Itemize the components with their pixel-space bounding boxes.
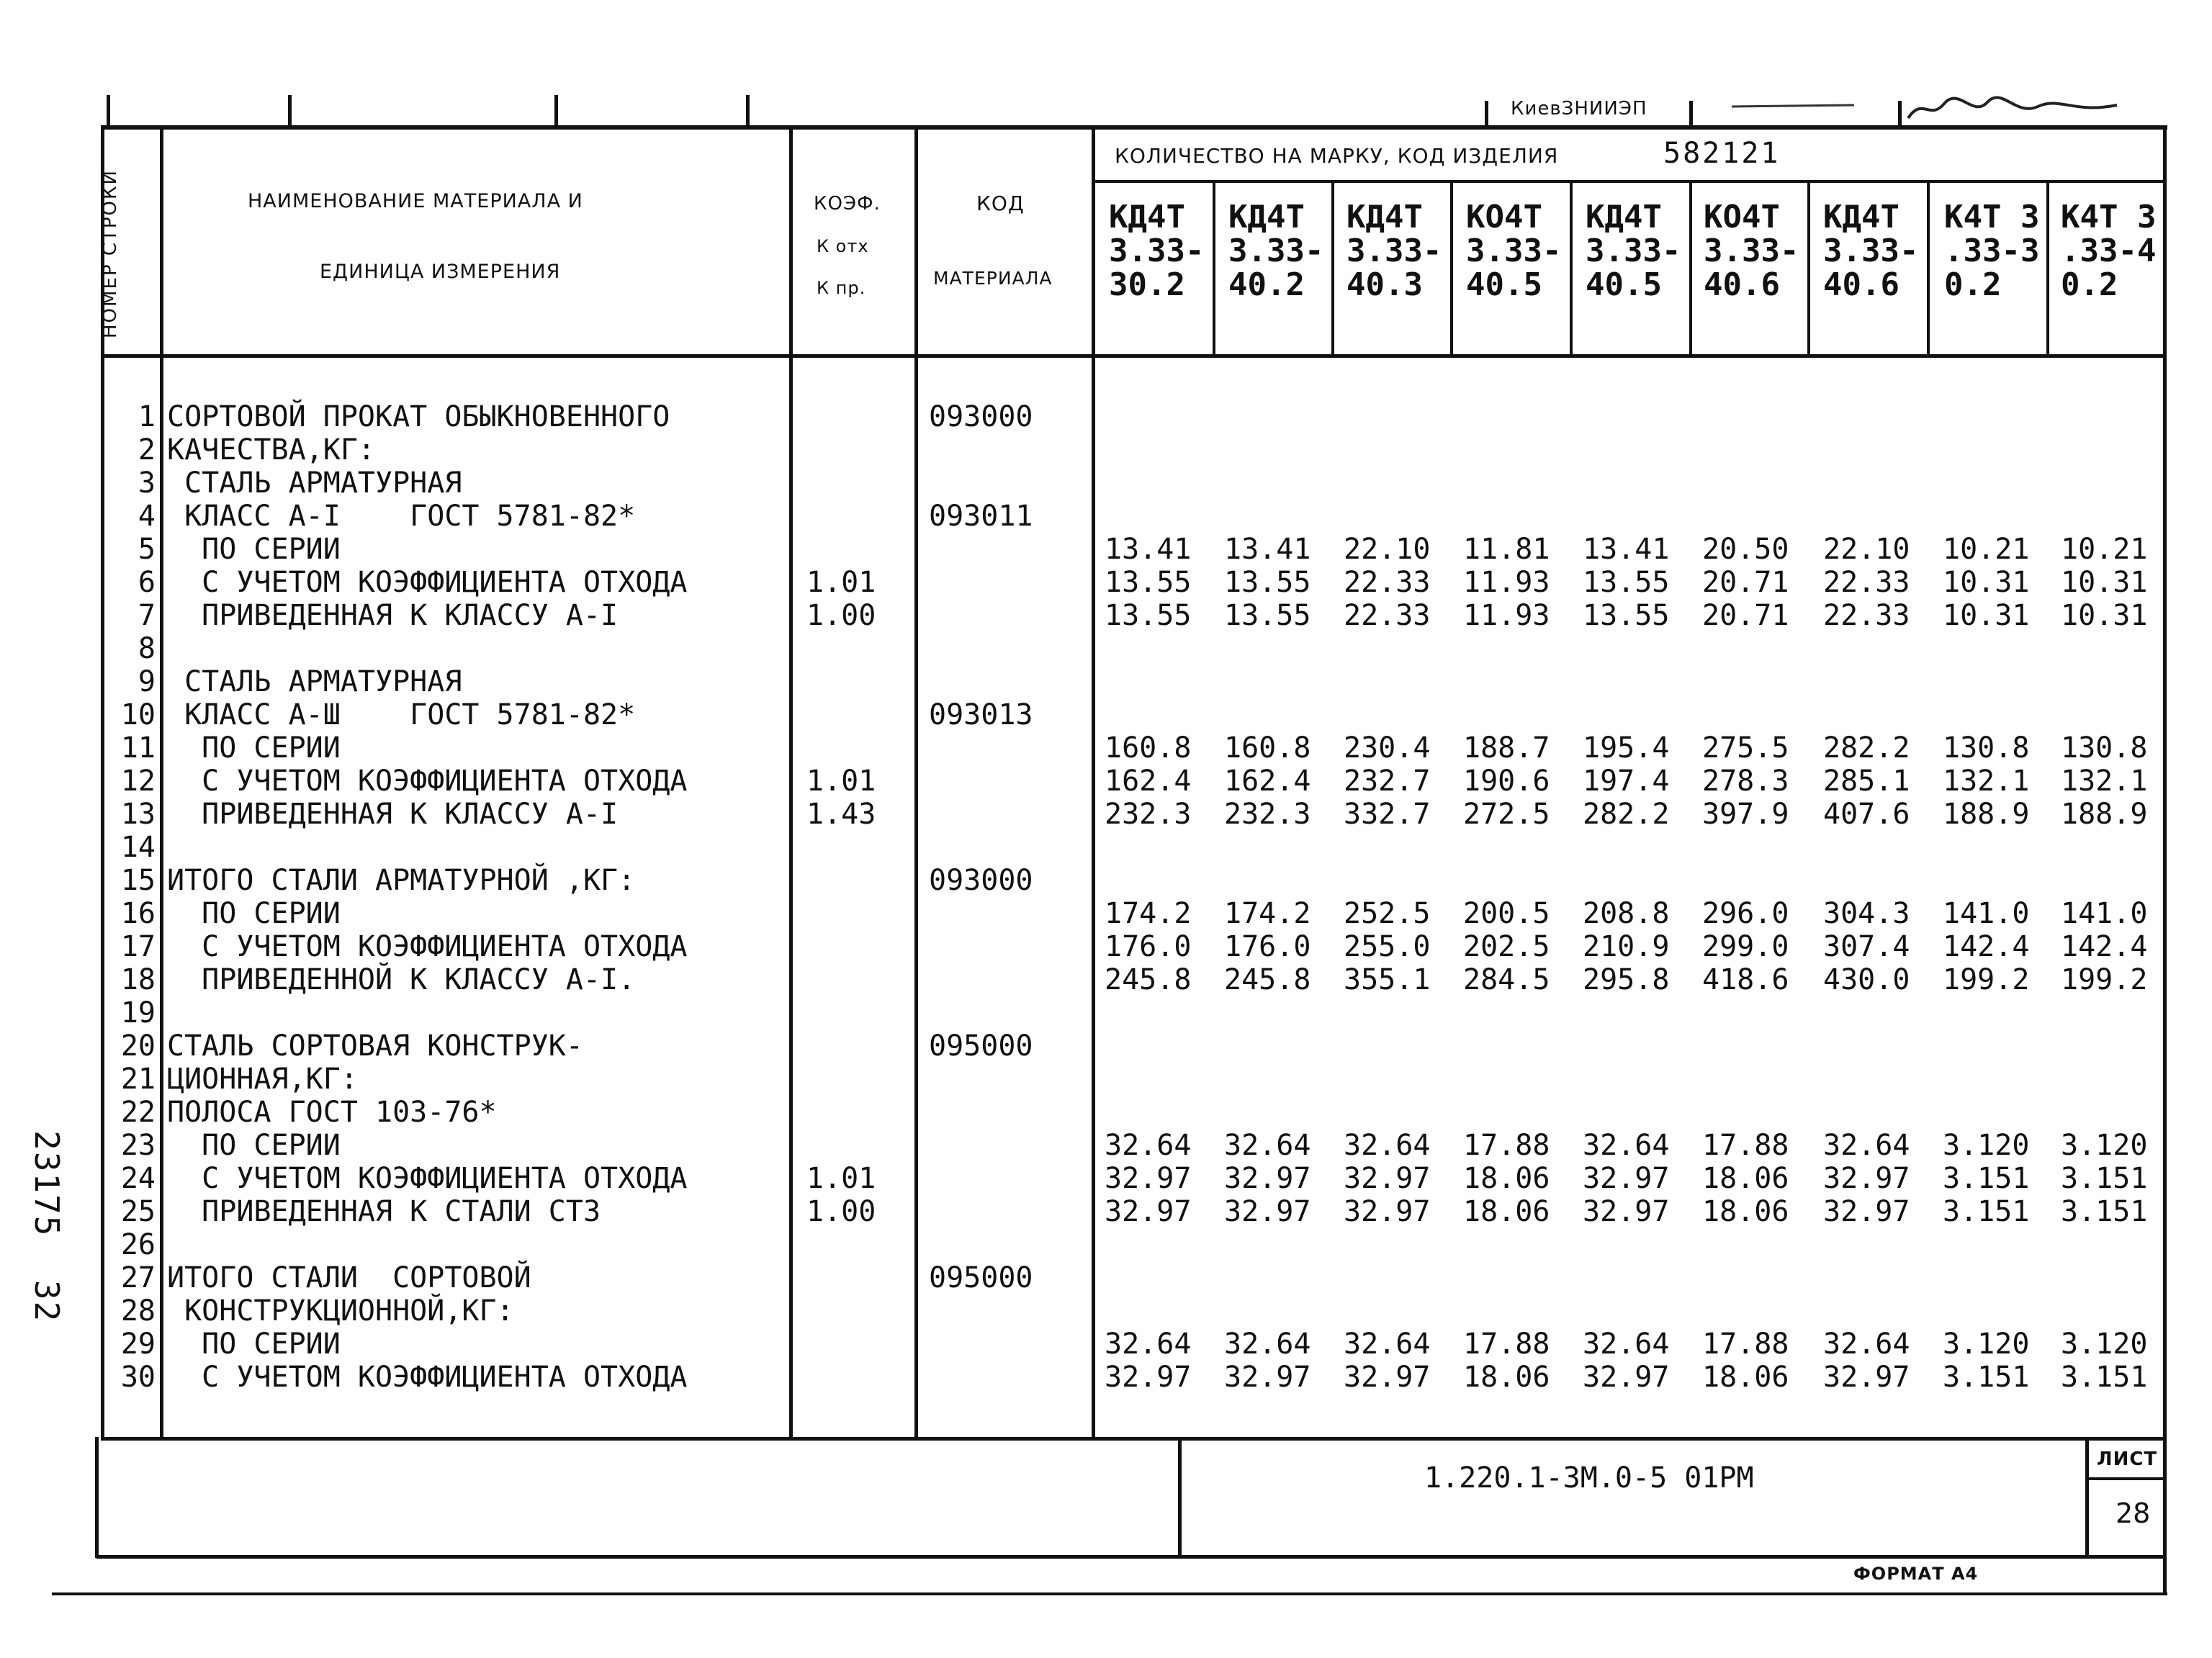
quantity-value: 13.41 <box>1583 533 1670 566</box>
material-name: СТАЛЬ АРМАТУРНАЯ <box>167 467 462 500</box>
row-number: 2 <box>138 433 156 467</box>
title-block-bottom <box>96 1555 2166 1559</box>
coefficient: 1.00 <box>806 599 876 632</box>
material-name: ПРИВЕДЕННОЙ К КЛАССУ А-I. <box>167 963 636 996</box>
mark-header-5-line-1: КД4Т <box>1586 199 1662 235</box>
material-name: КОНСТРУКЦИОННОЙ,КГ: <box>167 1294 514 1328</box>
quantity-value: 32.97 <box>1224 1361 1311 1394</box>
material-name: ПО СЕРИИ <box>167 731 341 765</box>
quantity-value: 32.64 <box>1224 1129 1311 1162</box>
quantity-value: 188.9 <box>1943 798 2030 831</box>
quantity-value: 10.31 <box>1943 566 2030 599</box>
sheet-number: 28 <box>2116 1497 2151 1529</box>
quantity-value: 32.97 <box>1344 1195 1431 1228</box>
mark-header-1-line-3: 30.2 <box>1109 266 1185 303</box>
quantity-value: 132.1 <box>1943 765 2030 798</box>
quantity-value: 141.0 <box>1943 897 2030 930</box>
mark-divider <box>1807 183 1810 357</box>
quantity-value: 3.151 <box>2061 1162 2148 1195</box>
format-cell-right <box>2163 1555 2167 1595</box>
quantity-value: 176.0 <box>1105 930 1192 963</box>
quantity-value: 22.33 <box>1823 599 1910 632</box>
quantity-value: 430.0 <box>1823 963 1910 996</box>
quantity-value: 245.8 <box>1105 963 1192 996</box>
row-number: 30 <box>120 1361 156 1394</box>
row-number: 4 <box>138 500 156 533</box>
strip-tick <box>288 95 292 128</box>
quantity-value: 3.151 <box>2061 1361 2148 1394</box>
material-name: ПО СЕРИИ <box>167 533 341 566</box>
col-divider <box>1092 130 1095 1440</box>
mark-header-9-line-3: 0.2 <box>2061 266 2118 303</box>
quantity-value: 32.97 <box>1224 1162 1311 1195</box>
mark-header-9-line-1: К4Т 3 <box>2061 199 2157 235</box>
material-name: ПРИВЕДЕННАЯ К КЛАССУ А-I <box>167 798 619 831</box>
row-number: 15 <box>120 864 156 897</box>
material-code: 093011 <box>929 500 1033 533</box>
quantity-value: 130.8 <box>2061 731 2148 765</box>
quantity-value: 32.97 <box>1583 1162 1670 1195</box>
quantity-value: 17.88 <box>1463 1129 1550 1162</box>
material-name: ПОЛОСА ГОСТ 103-76* <box>167 1096 497 1129</box>
quantity-value: 197.4 <box>1583 765 1670 798</box>
quantity-value: 18.06 <box>1702 1361 1789 1394</box>
material-name: С УЧЕТОМ КОЭФФИЦИЕНТА ОТХОДА <box>167 930 688 963</box>
strip-tick <box>1485 101 1488 127</box>
sheet-label: ЛИСТ <box>2097 1449 2158 1470</box>
mark-divider <box>1213 183 1215 357</box>
quantity-value: 22.33 <box>1344 566 1431 599</box>
material-code: 093013 <box>929 698 1033 731</box>
material-name: С УЧЕТОМ КОЭФФИЦИЕНТА ОТХОДА <box>167 1162 688 1195</box>
quantity-value: 355.1 <box>1344 963 1431 996</box>
material-code: 095000 <box>929 1030 1033 1063</box>
quantity-value: 141.0 <box>2061 897 2148 930</box>
coef-header-1: КОЭФ. <box>814 193 881 215</box>
quantity-value: 17.88 <box>1702 1328 1789 1361</box>
quantity-value: 188.9 <box>2061 798 2148 831</box>
quantity-value: 307.4 <box>1823 930 1910 963</box>
row-number: 10 <box>120 698 156 731</box>
material-name: ИТОГО СТАЛИ АРМАТУРНОЙ ,КГ: <box>167 864 636 897</box>
top-border-line <box>101 125 2167 130</box>
mark-header-7-line-3: 40.6 <box>1823 266 1899 303</box>
material-name: С УЧЕТОМ КОЭФФИЦИЕНТА ОТХОДА <box>167 1361 688 1394</box>
quantity-value: 275.5 <box>1702 731 1789 765</box>
row-number: 7 <box>138 599 156 632</box>
mark-header-1-line-1: КД4Т <box>1109 199 1185 235</box>
coefficient: 1.01 <box>806 1162 876 1195</box>
row-number: 18 <box>120 963 156 996</box>
row-number: 21 <box>120 1063 156 1096</box>
mark-header-2-line-1: КД4Т <box>1228 199 1305 235</box>
quantity-value: 162.4 <box>1224 765 1311 798</box>
quantity-value: 282.2 <box>1823 731 1910 765</box>
table-right-border <box>2163 125 2167 1559</box>
row-number: 6 <box>138 566 156 599</box>
col-divider <box>914 130 918 1440</box>
material-name: КЛАСС А-I ГОСТ 5781-82* <box>167 500 636 533</box>
material-code: 093000 <box>929 400 1033 433</box>
mark-divider <box>1927 183 1930 357</box>
quantity-value: 13.41 <box>1105 533 1192 566</box>
mark-divider <box>2046 183 2049 357</box>
quantity-value: 199.2 <box>1943 963 2030 996</box>
sheet-cell-divider <box>2085 1437 2089 1558</box>
mark-header-8-line-3: 0.2 <box>1944 266 2002 303</box>
quantity-value: 10.31 <box>2061 599 2148 632</box>
mark-header-1-line-2: 3.33- <box>1109 233 1205 269</box>
mark-header-5-line-2: 3.33- <box>1586 233 1681 269</box>
quantity-value: 32.97 <box>1583 1195 1670 1228</box>
quantity-value: 188.7 <box>1463 731 1550 765</box>
organization-label: КиевЗНИИЭП <box>1511 98 1647 120</box>
quantity-value: 32.64 <box>1823 1129 1910 1162</box>
quantity-value: 176.0 <box>1224 930 1311 963</box>
mark-header-6-line-3: 40.6 <box>1704 266 1780 303</box>
row-number: 29 <box>120 1328 156 1361</box>
material-name: СТАЛЬ СОРТОВАЯ КОНСТРУК- <box>167 1030 583 1063</box>
quantity-value: 295.8 <box>1583 963 1670 996</box>
material-name: ПО СЕРИИ <box>167 1129 341 1162</box>
quantity-value: 3.120 <box>2061 1129 2148 1162</box>
quantity-value: 132.1 <box>2061 765 2148 798</box>
mark-header-4-line-3: 40.5 <box>1466 266 1542 303</box>
material-name-header-1: НАИМЕНОВАНИЕ МАТЕРИАЛА И <box>248 190 583 212</box>
row-number: 5 <box>138 533 156 566</box>
coef-header-3: К пр. <box>817 278 866 298</box>
quantity-value: 13.55 <box>1224 566 1311 599</box>
quantity-value: 232.3 <box>1224 798 1311 831</box>
material-name-header-2: ЕДИНИЦА ИЗМЕРЕНИЯ <box>320 261 561 283</box>
row-number: 26 <box>120 1228 156 1261</box>
mark-header-6-line-2: 3.33- <box>1704 233 1799 269</box>
quantity-value: 304.3 <box>1823 897 1910 930</box>
quantity-value: 32.97 <box>1823 1162 1910 1195</box>
quantity-value: 22.10 <box>1344 533 1431 566</box>
row-number: 22 <box>120 1096 156 1129</box>
row-number: 27 <box>120 1261 156 1294</box>
quantity-value: 10.21 <box>2061 533 2148 566</box>
table-bottom-line <box>101 1437 2166 1441</box>
quantity-value: 142.4 <box>2061 930 2148 963</box>
quantity-value: 32.64 <box>1344 1129 1431 1162</box>
material-name: КЛАСС А-Ш ГОСТ 5781-82* <box>167 698 636 731</box>
format-label: ФОРМАТ А4 <box>1853 1564 1979 1584</box>
quantity-value: 190.6 <box>1463 765 1550 798</box>
quantity-value: 32.97 <box>1344 1162 1431 1195</box>
material-name: ПРИВЕДЕННАЯ К КЛАССУ А-I <box>167 599 619 632</box>
quantity-value: 32.97 <box>1344 1361 1431 1394</box>
mark-header-8-line-1: К4Т 3 <box>1944 199 2040 235</box>
mark-header-2-line-3: 40.2 <box>1228 266 1305 303</box>
row-number: 9 <box>138 665 156 698</box>
bottom-rule <box>52 1592 2167 1595</box>
row-number: 13 <box>120 798 156 831</box>
row-number-header: НОМЕР СТРОКИ <box>99 169 121 338</box>
strip-tick <box>746 95 750 128</box>
code-header-1: КОД <box>976 192 1025 215</box>
code-header-2: МАТЕРИАЛА <box>933 268 1053 289</box>
quantity-value: 11.93 <box>1463 599 1550 632</box>
quantity-value: 3.120 <box>1943 1129 2030 1162</box>
mark-header-9-line-2: .33-4 <box>2061 233 2157 269</box>
coef-header-2: К отх <box>817 236 869 256</box>
quantity-value: 18.06 <box>1702 1162 1789 1195</box>
quantity-value: 174.2 <box>1105 897 1192 930</box>
quantity-value: 32.97 <box>1224 1195 1311 1228</box>
quantity-value: 174.2 <box>1224 897 1311 930</box>
mark-divider <box>1570 183 1573 357</box>
row-number: 11 <box>120 731 156 765</box>
row-number: 25 <box>120 1195 156 1228</box>
coefficient: 1.01 <box>806 566 876 599</box>
mark-header-7-line-1: КД4Т <box>1823 199 1899 235</box>
quantity-value: 13.55 <box>1583 599 1670 632</box>
quantity-value: 202.5 <box>1463 930 1550 963</box>
row-number: 1 <box>138 400 156 433</box>
material-name: ИТОГО СТАЛИ СОРТОВОЙ <box>167 1261 531 1294</box>
mark-header-8-line-2: .33-3 <box>1944 233 2040 269</box>
strip-scribble <box>1728 99 1858 114</box>
header-divider <box>101 354 2166 358</box>
quantity-value: 11.93 <box>1463 566 1550 599</box>
quantity-value: 13.55 <box>1224 599 1311 632</box>
mark-header-3-line-1: КД4Т <box>1346 199 1423 235</box>
quantity-value: 3.120 <box>2061 1328 2148 1361</box>
material-name: ПРИВЕДЕННАЯ К СТАЛИ СТ3 <box>167 1195 601 1228</box>
mark-header-3-line-3: 40.3 <box>1346 266 1423 303</box>
quantity-value: 245.8 <box>1224 963 1311 996</box>
quantity-value: 232.7 <box>1344 765 1431 798</box>
quantity-value: 32.97 <box>1583 1361 1670 1394</box>
strip-tick <box>1689 101 1693 127</box>
quantity-value: 418.6 <box>1702 963 1789 996</box>
quantity-value: 142.4 <box>1943 930 2030 963</box>
quantity-value: 32.97 <box>1823 1195 1910 1228</box>
quantity-value: 22.10 <box>1823 533 1910 566</box>
quantity-value: 32.97 <box>1105 1361 1192 1394</box>
quantity-value: 10.21 <box>1943 533 2030 566</box>
quantity-value: 32.97 <box>1105 1162 1192 1195</box>
quantity-value: 18.06 <box>1463 1361 1550 1394</box>
quantity-value: 22.33 <box>1344 599 1431 632</box>
quantity-value: 32.64 <box>1105 1129 1192 1162</box>
quantity-value: 255.0 <box>1344 930 1431 963</box>
quantity-value: 200.5 <box>1463 897 1550 930</box>
title-block-divider <box>1178 1437 1182 1558</box>
quantity-value: 397.9 <box>1702 798 1789 831</box>
row-number: 23 <box>120 1129 156 1162</box>
mark-header-5-line-3: 40.5 <box>1586 266 1662 303</box>
mark-divider <box>1450 183 1453 357</box>
mark-header-7-line-2: 3.33- <box>1823 233 1919 269</box>
coefficient: 1.43 <box>806 798 876 831</box>
mark-divider <box>1331 183 1334 357</box>
quantity-value: 10.31 <box>2061 566 2148 599</box>
quantity-value: 13.55 <box>1583 566 1670 599</box>
mark-header-6-line-1: КО4Т <box>1704 199 1780 235</box>
row-number: 24 <box>120 1162 156 1195</box>
quantity-value: 18.06 <box>1463 1162 1550 1195</box>
quantity-value: 3.120 <box>1943 1328 2030 1361</box>
quantity-value: 230.4 <box>1344 731 1431 765</box>
quantity-value: 13.55 <box>1105 566 1192 599</box>
col-divider <box>160 130 163 1440</box>
side-stamp: 23175 32 <box>27 1130 66 1323</box>
title-block-left <box>95 1437 99 1558</box>
quantity-value: 160.8 <box>1224 731 1311 765</box>
row-number: 28 <box>120 1294 156 1328</box>
mark-divider <box>1689 183 1692 357</box>
row-number: 3 <box>138 467 156 500</box>
quantity-value: 10.31 <box>1943 599 2030 632</box>
sheet-cell-line <box>2085 1477 2166 1480</box>
quantity-value: 17.88 <box>1702 1129 1789 1162</box>
row-number: 17 <box>120 930 156 963</box>
quantity-value: 160.8 <box>1105 731 1192 765</box>
quantity-value: 284.5 <box>1463 963 1550 996</box>
quantity-value: 208.8 <box>1583 897 1670 930</box>
quantity-value: 32.64 <box>1224 1328 1311 1361</box>
quantity-value: 17.88 <box>1463 1328 1550 1361</box>
material-code: 093000 <box>929 864 1033 897</box>
mark-header-3-line-2: 3.33- <box>1346 233 1442 269</box>
coefficient: 1.01 <box>806 765 876 798</box>
quantity-value: 11.81 <box>1463 533 1550 566</box>
row-number: 14 <box>120 831 156 864</box>
row-number: 8 <box>138 632 156 665</box>
quantity-value: 332.7 <box>1344 798 1431 831</box>
quantity-value: 32.64 <box>1823 1328 1910 1361</box>
material-name: ПО СЕРИИ <box>167 897 341 930</box>
quantity-value: 18.06 <box>1702 1195 1789 1228</box>
quantity-value: 32.97 <box>1823 1361 1910 1394</box>
quantity-subheader-line <box>1092 180 2166 183</box>
quantity-value: 32.64 <box>1344 1328 1431 1361</box>
material-name: ЦИОННАЯ,КГ: <box>167 1063 358 1096</box>
quantity-value: 32.64 <box>1583 1328 1670 1361</box>
quantity-value: 13.41 <box>1224 533 1311 566</box>
quantity-value: 278.3 <box>1702 765 1789 798</box>
quantity-header: КОЛИЧЕСТВО НА МАРКУ, КОД ИЗДЕЛИЯ <box>1115 144 1559 168</box>
quantity-value: 210.9 <box>1583 930 1670 963</box>
quantity-value: 296.0 <box>1702 897 1789 930</box>
quantity-value: 32.64 <box>1583 1129 1670 1162</box>
coefficient: 1.00 <box>806 1195 876 1228</box>
quantity-value: 3.151 <box>1943 1361 2030 1394</box>
quantity-value: 130.8 <box>1943 731 2030 765</box>
strip-tick <box>107 95 110 128</box>
quantity-value: 282.2 <box>1583 798 1670 831</box>
material-name: С УЧЕТОМ КОЭФФИЦИЕНТА ОТХОДА <box>167 765 688 798</box>
material-code: 095000 <box>929 1261 1033 1294</box>
quantity-value: 407.6 <box>1823 798 1910 831</box>
quantity-value: 272.5 <box>1463 798 1550 831</box>
material-name: ПО СЕРИИ <box>167 1328 341 1361</box>
quantity-value: 18.06 <box>1463 1195 1550 1228</box>
quantity-value: 20.71 <box>1702 566 1789 599</box>
quantity-value: 32.97 <box>1105 1195 1192 1228</box>
quantity-value: 3.151 <box>1943 1162 2030 1195</box>
document-code: 1.220.1-3М.0-5 01РМ <box>1424 1461 1754 1495</box>
product-code: 582121 <box>1663 137 1781 170</box>
quantity-value: 22.33 <box>1823 566 1910 599</box>
quantity-value: 199.2 <box>2061 963 2148 996</box>
row-number: 12 <box>120 765 156 798</box>
quantity-value: 252.5 <box>1344 897 1431 930</box>
quantity-value: 3.151 <box>1943 1195 2030 1228</box>
signature-mark <box>1901 89 2131 127</box>
material-name: КАЧЕСТВА,КГ: <box>167 433 375 467</box>
quantity-value: 32.64 <box>1105 1328 1192 1361</box>
quantity-value: 162.4 <box>1105 765 1192 798</box>
quantity-value: 20.71 <box>1702 599 1789 632</box>
quantity-value: 232.3 <box>1105 798 1192 831</box>
material-name: СТАЛЬ АРМАТУРНАЯ <box>167 665 462 698</box>
quantity-value: 299.0 <box>1702 930 1789 963</box>
mark-header-2-line-2: 3.33- <box>1228 233 1324 269</box>
row-number: 16 <box>120 897 156 930</box>
mark-header-4-line-1: КО4Т <box>1466 199 1542 235</box>
row-number: 20 <box>120 1030 156 1063</box>
row-number: 19 <box>120 996 156 1030</box>
quantity-value: 13.55 <box>1105 599 1192 632</box>
material-name: СОРТОВОЙ ПРОКАТ ОБЫКНОВЕННОГО <box>167 400 670 433</box>
quantity-value: 3.151 <box>2061 1195 2148 1228</box>
mark-header-4-line-2: 3.33- <box>1466 233 1562 269</box>
col-divider <box>789 130 793 1440</box>
quantity-value: 195.4 <box>1583 731 1670 765</box>
material-name: С УЧЕТОМ КОЭФФИЦИЕНТА ОТХОДА <box>167 566 688 599</box>
quantity-value: 20.50 <box>1702 533 1789 566</box>
strip-tick <box>554 95 558 128</box>
quantity-value: 285.1 <box>1823 765 1910 798</box>
